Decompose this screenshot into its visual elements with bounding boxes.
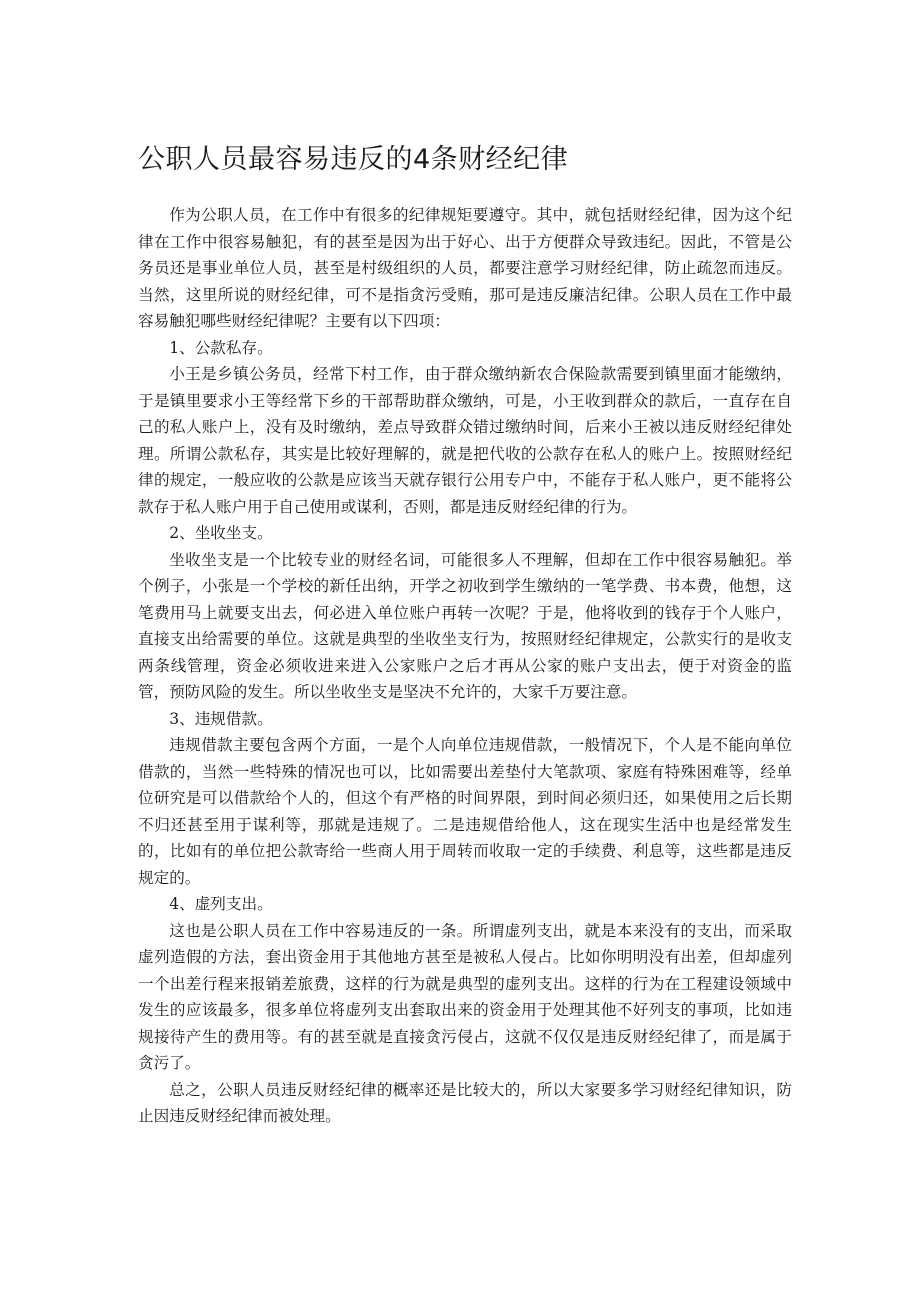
section-2-heading: 2、坐收坐支。 [169,524,273,542]
section-4-heading: 4、虚列支出。 [169,895,273,913]
document-page [138,140,792,1130]
intro-paragraph: 作为公职人员，在工作中有很多的纪律规矩要遵守。其中，就包括财经纪律，因为这个纪律在工作中很容易触犯，有的甚至是因为出于好心、出于方便群众导致违纪。因此，不管是公务员还是事业单位人员，甚至是村级组织的人员，都要注意学习财经纪律，防止疏忽而违反。当然，这里所说的财经纪律，可不是指贪污受贿，那可是违反廉洁纪律。公职人员在工作中最容易触犯哪些财经纪律呢？主要有以下四项： [138,206,792,330]
conclusion-paragraph: 总之，公职人员违反财经纪律的概率还是比较大的，所以大家要多学习财经纪律知识，防止因违反财经纪律而被处理。 [138,1080,792,1125]
section-1-heading: 1、公款私存。 [169,338,273,357]
section-3-heading: 3、违规借款。 [169,709,273,728]
section-3-body: 违规借款主要包含两个方面，一是个人向单位违规借款，一般情况下，个人是不能向单位借款的，当然一些特殊的情况也可以，比如需要出差垫付大笔款项、家庭有特殊困难等，经单位研究是可以借款给个人的，但这个有严格的时间界限，到时间必须归还，如果使用之后长期不归还甚至用于谋利等，那就是违规了。二是违规借给他人，这在现实生活中也是经常发生的，比如有的单位把公款寄给一些商人用于周转而收取一定的手续费、利息等，这些都是违反规定的。 [138,736,792,887]
document-title: 公职人员最容易违反的4条财经纪律 [138,144,569,175]
section-1-body: 小王是乡镇公务员，经常下村工作，由于群众缴纳新农合保险款需要到镇里面才能缴纳，于是镇里要求小王等经常下乡的干部帮助群众缴纳，可是，小王收到群众的款后，一直存在自己的私人账户上，没有及时缴纳，差点导致群众错过缴纳时间，后来小王被以违反财经纪律处理。所谓公款私存，其实是比较好理解的，就是把代收的公款存在私人的账户上。按照财经纪律的规定，一般应收的公款是应该当天就存银行公用专户中，不能存于私人账户，更不能将公款存于私人账户用于自己使用或谋利，否则，都是违反财经纪律的行为。 [138,365,792,516]
section-2-body: 坐收坐支是一个比较专业的财经名词，可能很多人不理解，但却在工作中很容易触犯。举个例子，小张是一个学校的新任出纳，开学之初收到学生缴纳的一笔学费、书本费，他想，这笔费用马上就要支出去，何必进入单位账户再转一次呢？于是，他将收到的钱存于个人账户，直接支出给需要的单位。这就是典型的坐收坐支行为，按照财经纪律规定，公款实行的是收支两条线管理，资金必须收进来进入公家账户之后才再从公家的账户支出去，便于对资金的监管，预防风险的发生。所以坐收坐支是坚决不允许的，大家千万要注意。 [138,550,792,701]
section-4-body: 这也是公职人员在工作中容易违反的一条。所谓虚列支出，就是本来没有的支出，而采取虚列造假的方法，套出资金用于其他地方甚至是被私人侵占。比如你明明没有出差，但却虚列一个出差行程来报销差旅费，这样的行为就是典型的虚列支出。这样的行为在工程建设领域中发生的应该最多，很多单位将虚列支出套取出来的资金用于处理其他不好列支的事项，比如违规接待产生的费用等。有的甚至就是直接贪污侵占，这就不仅仅是违反财经纪律了，而是属于贪污了。 [138,921,792,1072]
